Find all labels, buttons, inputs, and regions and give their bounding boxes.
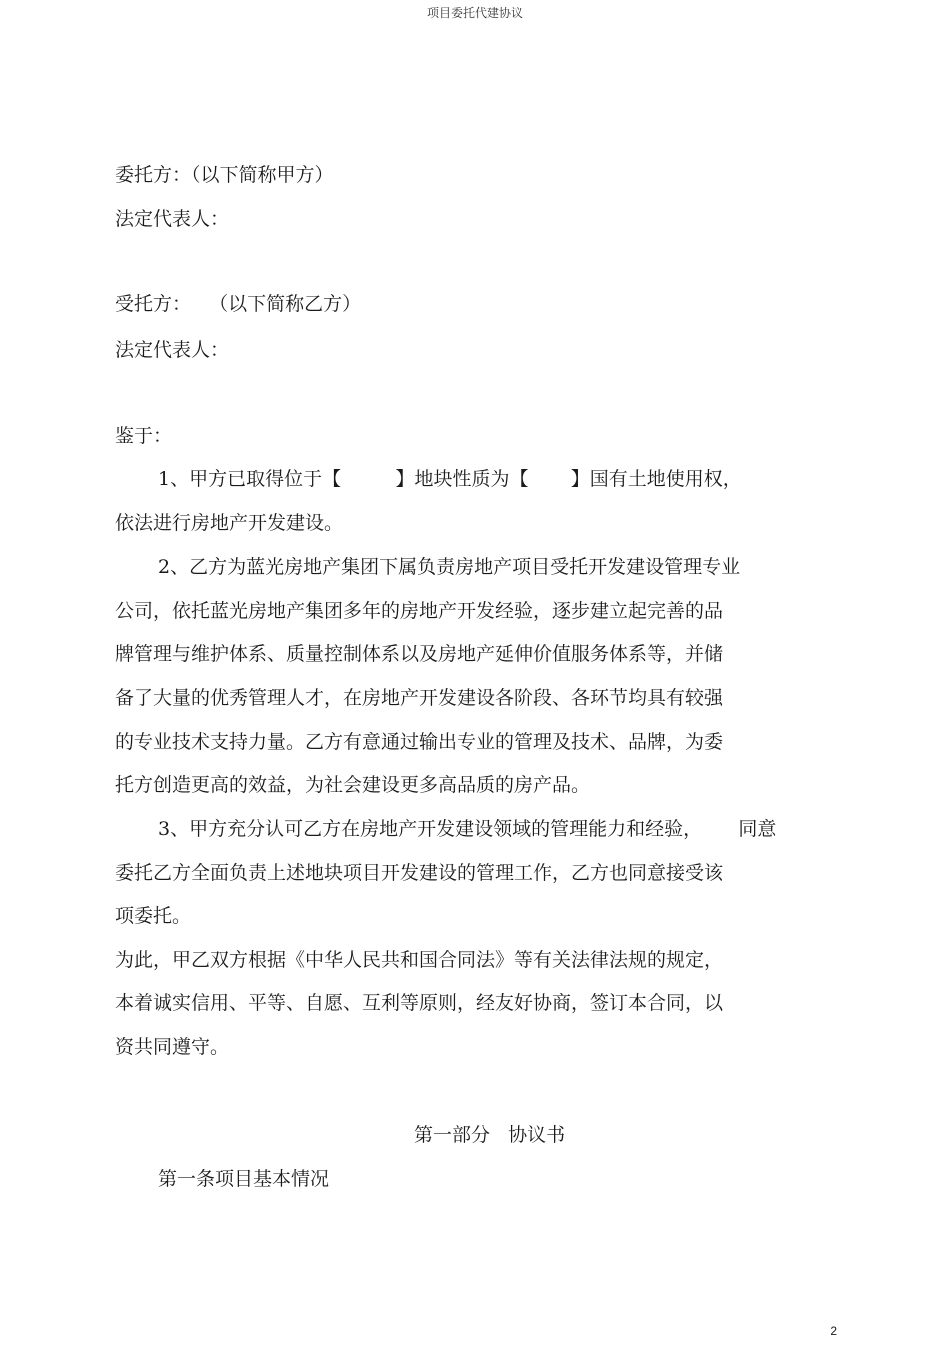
agent-representative-line: 法定代表人： <box>115 339 230 361</box>
item2-line6: 托方创造更高的效益，为社会建设更多高品质的房产品。 <box>115 774 591 796</box>
closing-line3: 资共同遵守。 <box>115 1036 230 1058</box>
item2-line4: 备了大量的优秀管理人才，在房地产开发建设各阶段、各环节均具有较强 <box>115 687 724 709</box>
item2-line3: 牌管理与维护体系、质量控制体系以及房地产延伸价值服务体系等，并储 <box>115 643 724 665</box>
closing-line1: 为此，甲乙双方根据《中华人民共和国合同法》等有关法律法规的规定， <box>115 949 724 971</box>
part-title: 第一部分 协议书 <box>414 1124 566 1146</box>
running-header: 项目委托代建协议 <box>426 6 523 20</box>
item2-line5: 的专业技术支持力量。乙方有意通过输出专业的管理及技术、品牌，为委 <box>115 731 724 753</box>
agent-party-line: 受托方： （以下简称乙方） <box>115 293 362 315</box>
item3-line2: 委托乙方全面负责上述地块项目开发建设的管理工作，乙方也同意接受该 <box>115 862 724 884</box>
item1-line1: 1、甲方已取得位于【 】地块性质为【 】国有土地使用权， <box>158 468 742 490</box>
item3-line3: 项委托。 <box>115 905 192 927</box>
item2-line1: 2、乙方为蓝光房地产集团下属负责房地产项目受托开发建设管理专业 <box>158 556 741 578</box>
closing-line2: 本着诚实信用、平等、自愿、互利等原则，经友好协商，签订本合同，以 <box>115 992 724 1014</box>
item2-line2: 公司，依托蓝光房地产集团多年的房地产开发经验，逐步建立起完善的品 <box>115 600 724 622</box>
article1-heading: 第一条项目基本情况 <box>158 1168 330 1190</box>
client-representative-line: 法定代表人： <box>115 208 230 230</box>
whereas-heading: 鉴于： <box>115 425 173 447</box>
page-number: 2 <box>830 1324 837 1338</box>
client-party-line: 委托方：（以下简称甲方） <box>115 164 334 186</box>
item3-line1: 3、甲方充分认可乙方在房地产开发建设领域的管理能力和经验， 同意 <box>158 818 777 840</box>
item1-line2: 依法进行房地产开发建设。 <box>115 512 344 534</box>
